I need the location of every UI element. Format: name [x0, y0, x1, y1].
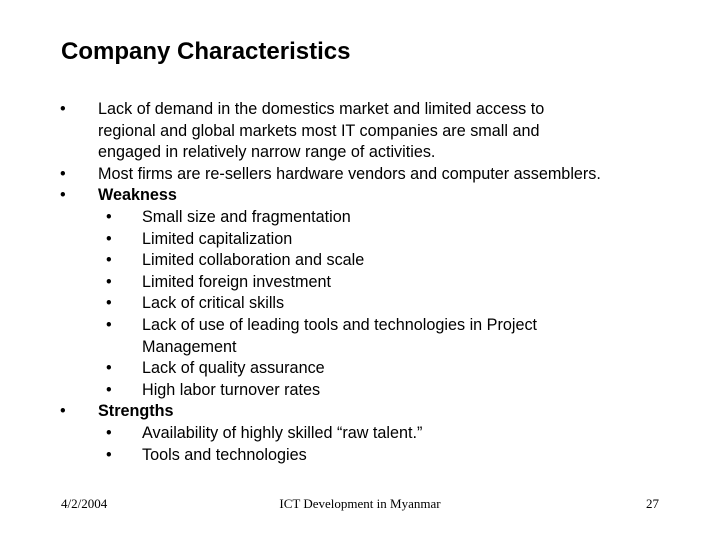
- sub-bullet-text: Lack of critical skills: [142, 294, 285, 313]
- slide-title: Company Characteristics: [61, 38, 351, 65]
- bullet-item-strengths: [0, 401, 720, 423]
- sub-bullet-item: [0, 380, 720, 402]
- footer-page-number: 27: [646, 496, 659, 511]
- bullet-icon: •: [106, 445, 112, 464]
- bullet-icon: •: [60, 100, 66, 118]
- sub-bullet-text: Lack of quality assurance: [142, 359, 325, 378]
- section-heading-weakness: Weakness: [98, 186, 177, 205]
- section-heading-strengths: Strengths: [98, 402, 174, 421]
- sub-bullet-text: High labor turnover rates: [142, 380, 321, 399]
- bullet-icon: •: [106, 380, 112, 399]
- bullet-icon: •: [106, 272, 112, 291]
- bullet-text: regional and global markets most IT companies are small and: [98, 121, 540, 140]
- sub-bullet-item: [0, 293, 720, 315]
- bullet-item-demand-cont: [0, 142, 720, 164]
- bullet-text: Most firms are re-sellers hardware vendors and computer assemblers.: [98, 164, 601, 183]
- bullet-icon: •: [106, 294, 112, 313]
- bullet-text: Lack of demand in the domestics market and limited access to: [98, 100, 545, 118]
- bullet-item-resellers: [0, 164, 720, 186]
- sub-bullet-text: Limited capitalization: [142, 229, 293, 248]
- slide-body: [0, 99, 720, 466]
- bullet-icon: •: [106, 423, 112, 442]
- bullet-item-weakness: [0, 185, 720, 207]
- bullet-icon: •: [106, 315, 112, 334]
- bullet-icon: •: [106, 359, 112, 378]
- sub-bullet-text: Tools and technologies: [142, 445, 307, 464]
- bullet-icon: •: [60, 186, 66, 205]
- sub-bullet-text: Limited foreign investment: [142, 272, 331, 291]
- sub-bullet-item: [0, 272, 720, 294]
- footer-title: ICT Development in Myanmar: [279, 496, 441, 511]
- sub-bullet-item: [0, 229, 720, 251]
- bullet-icon: •: [106, 229, 112, 248]
- sub-bullet-item: [0, 207, 720, 229]
- sub-bullet-text: Availability of highly skilled “raw talent.”: [142, 423, 423, 442]
- bullet-text: engaged in relatively narrow range of activities.: [98, 143, 436, 162]
- bullet-icon: •: [60, 164, 66, 183]
- bullet-icon: •: [106, 251, 112, 270]
- sub-bullet-item: [0, 250, 720, 272]
- sub-bullet-item: [0, 358, 720, 380]
- sub-bullet-item: [0, 445, 720, 467]
- sub-bullet-text: Small size and fragmentation: [142, 207, 351, 226]
- sub-bullet-text: Limited collaboration and scale: [142, 251, 365, 270]
- footer-date: 4/2/2004: [61, 496, 108, 511]
- sub-bullet-item: [0, 423, 720, 445]
- bullet-item-demand: [0, 99, 720, 121]
- sub-bullet-text: Lack of use of leading tools and technologies in Project: [142, 315, 538, 334]
- sub-bullet-text: Management: [142, 337, 237, 356]
- bullet-icon: •: [106, 207, 112, 226]
- bullet-icon: •: [60, 402, 66, 421]
- sub-bullet-item-cont: [0, 337, 720, 359]
- bullet-item-demand-cont: [0, 121, 720, 143]
- sub-bullet-item: [0, 315, 720, 337]
